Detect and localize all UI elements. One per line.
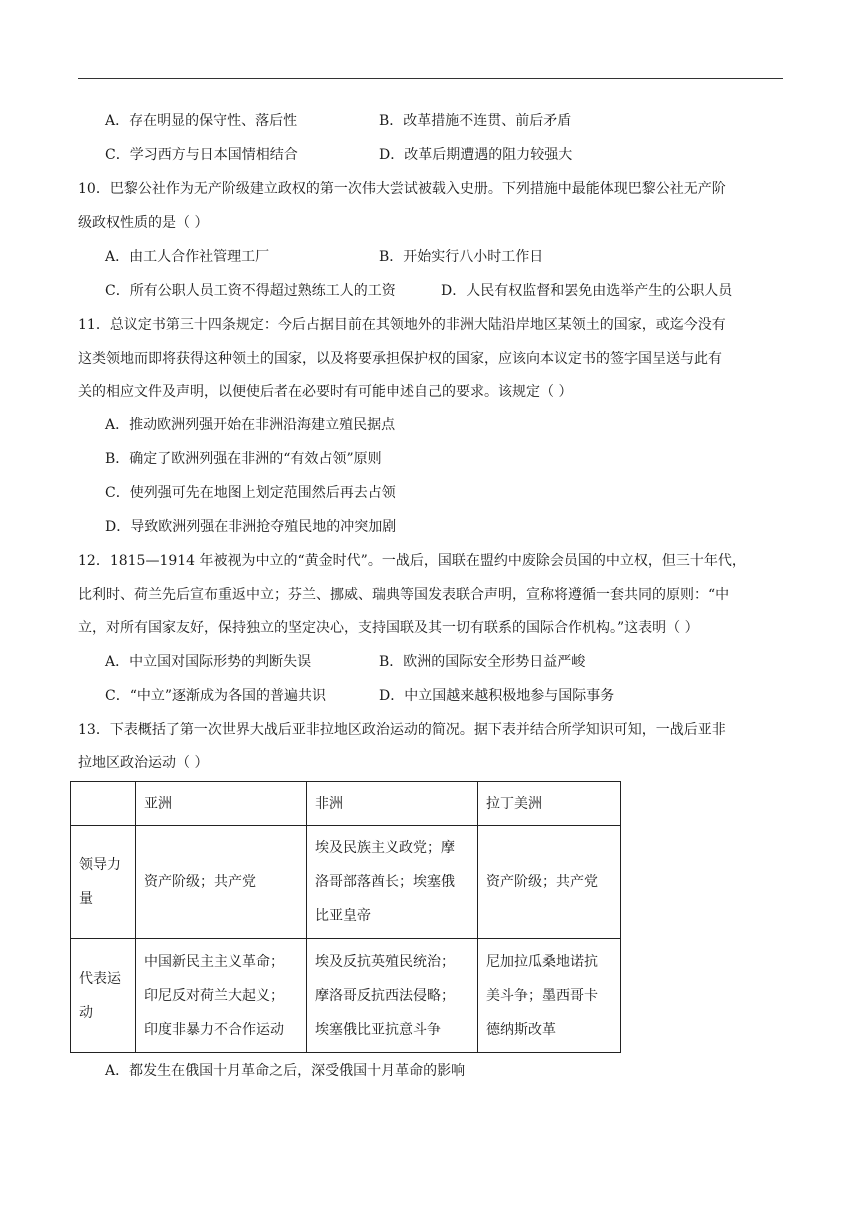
q13-option-a[interactable]: A．都发生在俄国十月革命之后，深受俄国十月革命的影响 (105, 1063, 466, 1079)
q10-stem-line1: 10．巴黎公社作为无产阶级建立政权的第一次伟大尝试被载入史册。下列措施中最能体现巴黎公社无产阶 (78, 181, 726, 197)
q11-option-d[interactable]: D．导致欧洲列强在非洲抢夺殖民地的冲突加剧 (105, 519, 397, 535)
q11-option-b[interactable]: B．确定了欧洲列强在非洲的“有效占领”原则 (105, 451, 382, 467)
table-cell (136, 826, 307, 939)
table-cell (478, 939, 621, 1053)
cell-line: 德纳斯改革 (486, 1021, 556, 1038)
cell-line: 印度非暴力不合作运动 (144, 1021, 284, 1038)
q11-stem-line2: 这类领地而即将获得这种领土的国家，以及将要承担保护权的国家，应该向本议定书的签字国呈送与此有 (78, 351, 722, 367)
cell-line: 中国新民主主义革命； (144, 953, 284, 970)
table-header-cell: 亚洲 (136, 782, 307, 826)
cell-line: 埃塞俄比亚抗意斗争 (315, 1021, 441, 1038)
q13-stem-line1: 13．下表概括了第一次世界大战后亚非拉地区政治运动的简况。据下表并结合所学知识可知，一战后亚非 (78, 722, 726, 738)
table-cell (307, 939, 478, 1053)
cell-line: 资产阶级；共产党 (486, 874, 598, 890)
cell-line: 埃及民族主义政党；摩 (315, 840, 455, 856)
q12-option-c[interactable]: C．“中立”逐渐成为各国的普遍共识 (105, 688, 327, 704)
table-row-label (71, 826, 136, 939)
table-row-label (71, 939, 136, 1053)
q11-stem-line3: 关的相应文件及声明，以便使后者在必要时有可能申述自己的要求。该规定（ ） (78, 384, 573, 400)
cell-line: 洛哥部落酋长；埃塞俄 (315, 874, 455, 890)
table-header-cell: 非洲 (307, 782, 478, 826)
q10-option-a[interactable]: A．由工人合作社管理工厂 (105, 249, 270, 265)
header-rule (78, 78, 783, 79)
q9-option-a[interactable]: A．存在明显的保守性、落后性 (105, 113, 298, 129)
table-header-cell (71, 782, 136, 826)
cell-line: 比亚皇帝 (315, 908, 371, 924)
cell-line: 埃及反抗英殖民统治； (315, 953, 455, 970)
q12-stem-line1: 12．1815—1914 年被视为中立的“黄金时代”。一战后，国联在盟约中废除会员国的中立权，但三十年代， (78, 553, 746, 569)
q12-option-b[interactable]: B．欧洲的国际安全形势日益严峻 (379, 654, 586, 670)
q12-stem-line2: 比利时、荷兰先后宣布重返中立；芬兰、挪威、瑞典等国发表联合声明，宣称将遵循一套共同的原则：“中 (78, 587, 730, 603)
q12-option-d[interactable]: D．中立国越来越积极地参与国际事务 (379, 688, 615, 704)
q11-option-c[interactable]: C．使列强可先在地图上划定范围然后再去占领 (105, 485, 396, 501)
q10-option-b[interactable]: B．开始实行八小时工作日 (379, 249, 544, 265)
q9-option-d[interactable]: D．改革后期遭遇的阻力较强大 (379, 147, 573, 163)
cell-line: 尼加拉瓜桑地诺抗 (486, 953, 598, 970)
q13-stem-line2: 拉地区政治运动（ ） (78, 755, 209, 771)
q9-option-c[interactable]: C．学习西方与日本国情相结合 (105, 147, 298, 163)
movements-table (70, 781, 621, 1053)
table-cell (136, 939, 307, 1053)
q11-option-a[interactable]: A．推动欧洲列强开始在非洲沿海建立殖民据点 (105, 417, 396, 433)
cell-line: 量 (79, 891, 93, 907)
table-cell (307, 826, 478, 939)
table-row (71, 939, 621, 1053)
cell-line: 美斗争；墨西哥卡 (486, 987, 598, 1004)
cell-line: 动 (79, 1004, 93, 1021)
q10-option-c[interactable]: C．所有公职人员工资不得超过熟练工人的工资 (105, 283, 396, 299)
cell-line: 印尼反对荷兰大起义； (144, 987, 284, 1004)
cell-line: 领导力 (79, 857, 121, 873)
cell-line: 代表运 (79, 970, 121, 987)
cell-line: 资产阶级；共产党 (144, 874, 256, 890)
q10-option-d[interactable]: D．人民有权监督和罢免由选举产生的公职人员 (441, 283, 733, 299)
cell-line: 摩洛哥反抗西法侵略； (315, 987, 455, 1004)
q10-stem-line2: 级政权性质的是（ ） (78, 215, 209, 231)
q12-option-a[interactable]: A．中立国对国际形势的判断失误 (105, 654, 312, 670)
table-header-row (71, 782, 621, 826)
table-header-cell: 拉丁美洲 (478, 782, 621, 826)
q11-stem-line1: 11．总议定书第三十四条规定：今后占据目前在其领地外的非洲大陆沿岸地区某领土的国家，或迄今没有 (78, 317, 726, 333)
q12-stem-line3: 立，对所有国家友好，保持独立的坚定决心，支持国联及其一切有联系的国际合作机构。”这表明（ ） (78, 620, 699, 636)
table-row (71, 826, 621, 939)
table-cell (478, 826, 621, 939)
q9-option-b[interactable]: B．改革措施不连贯、前后矛盾 (379, 113, 572, 129)
